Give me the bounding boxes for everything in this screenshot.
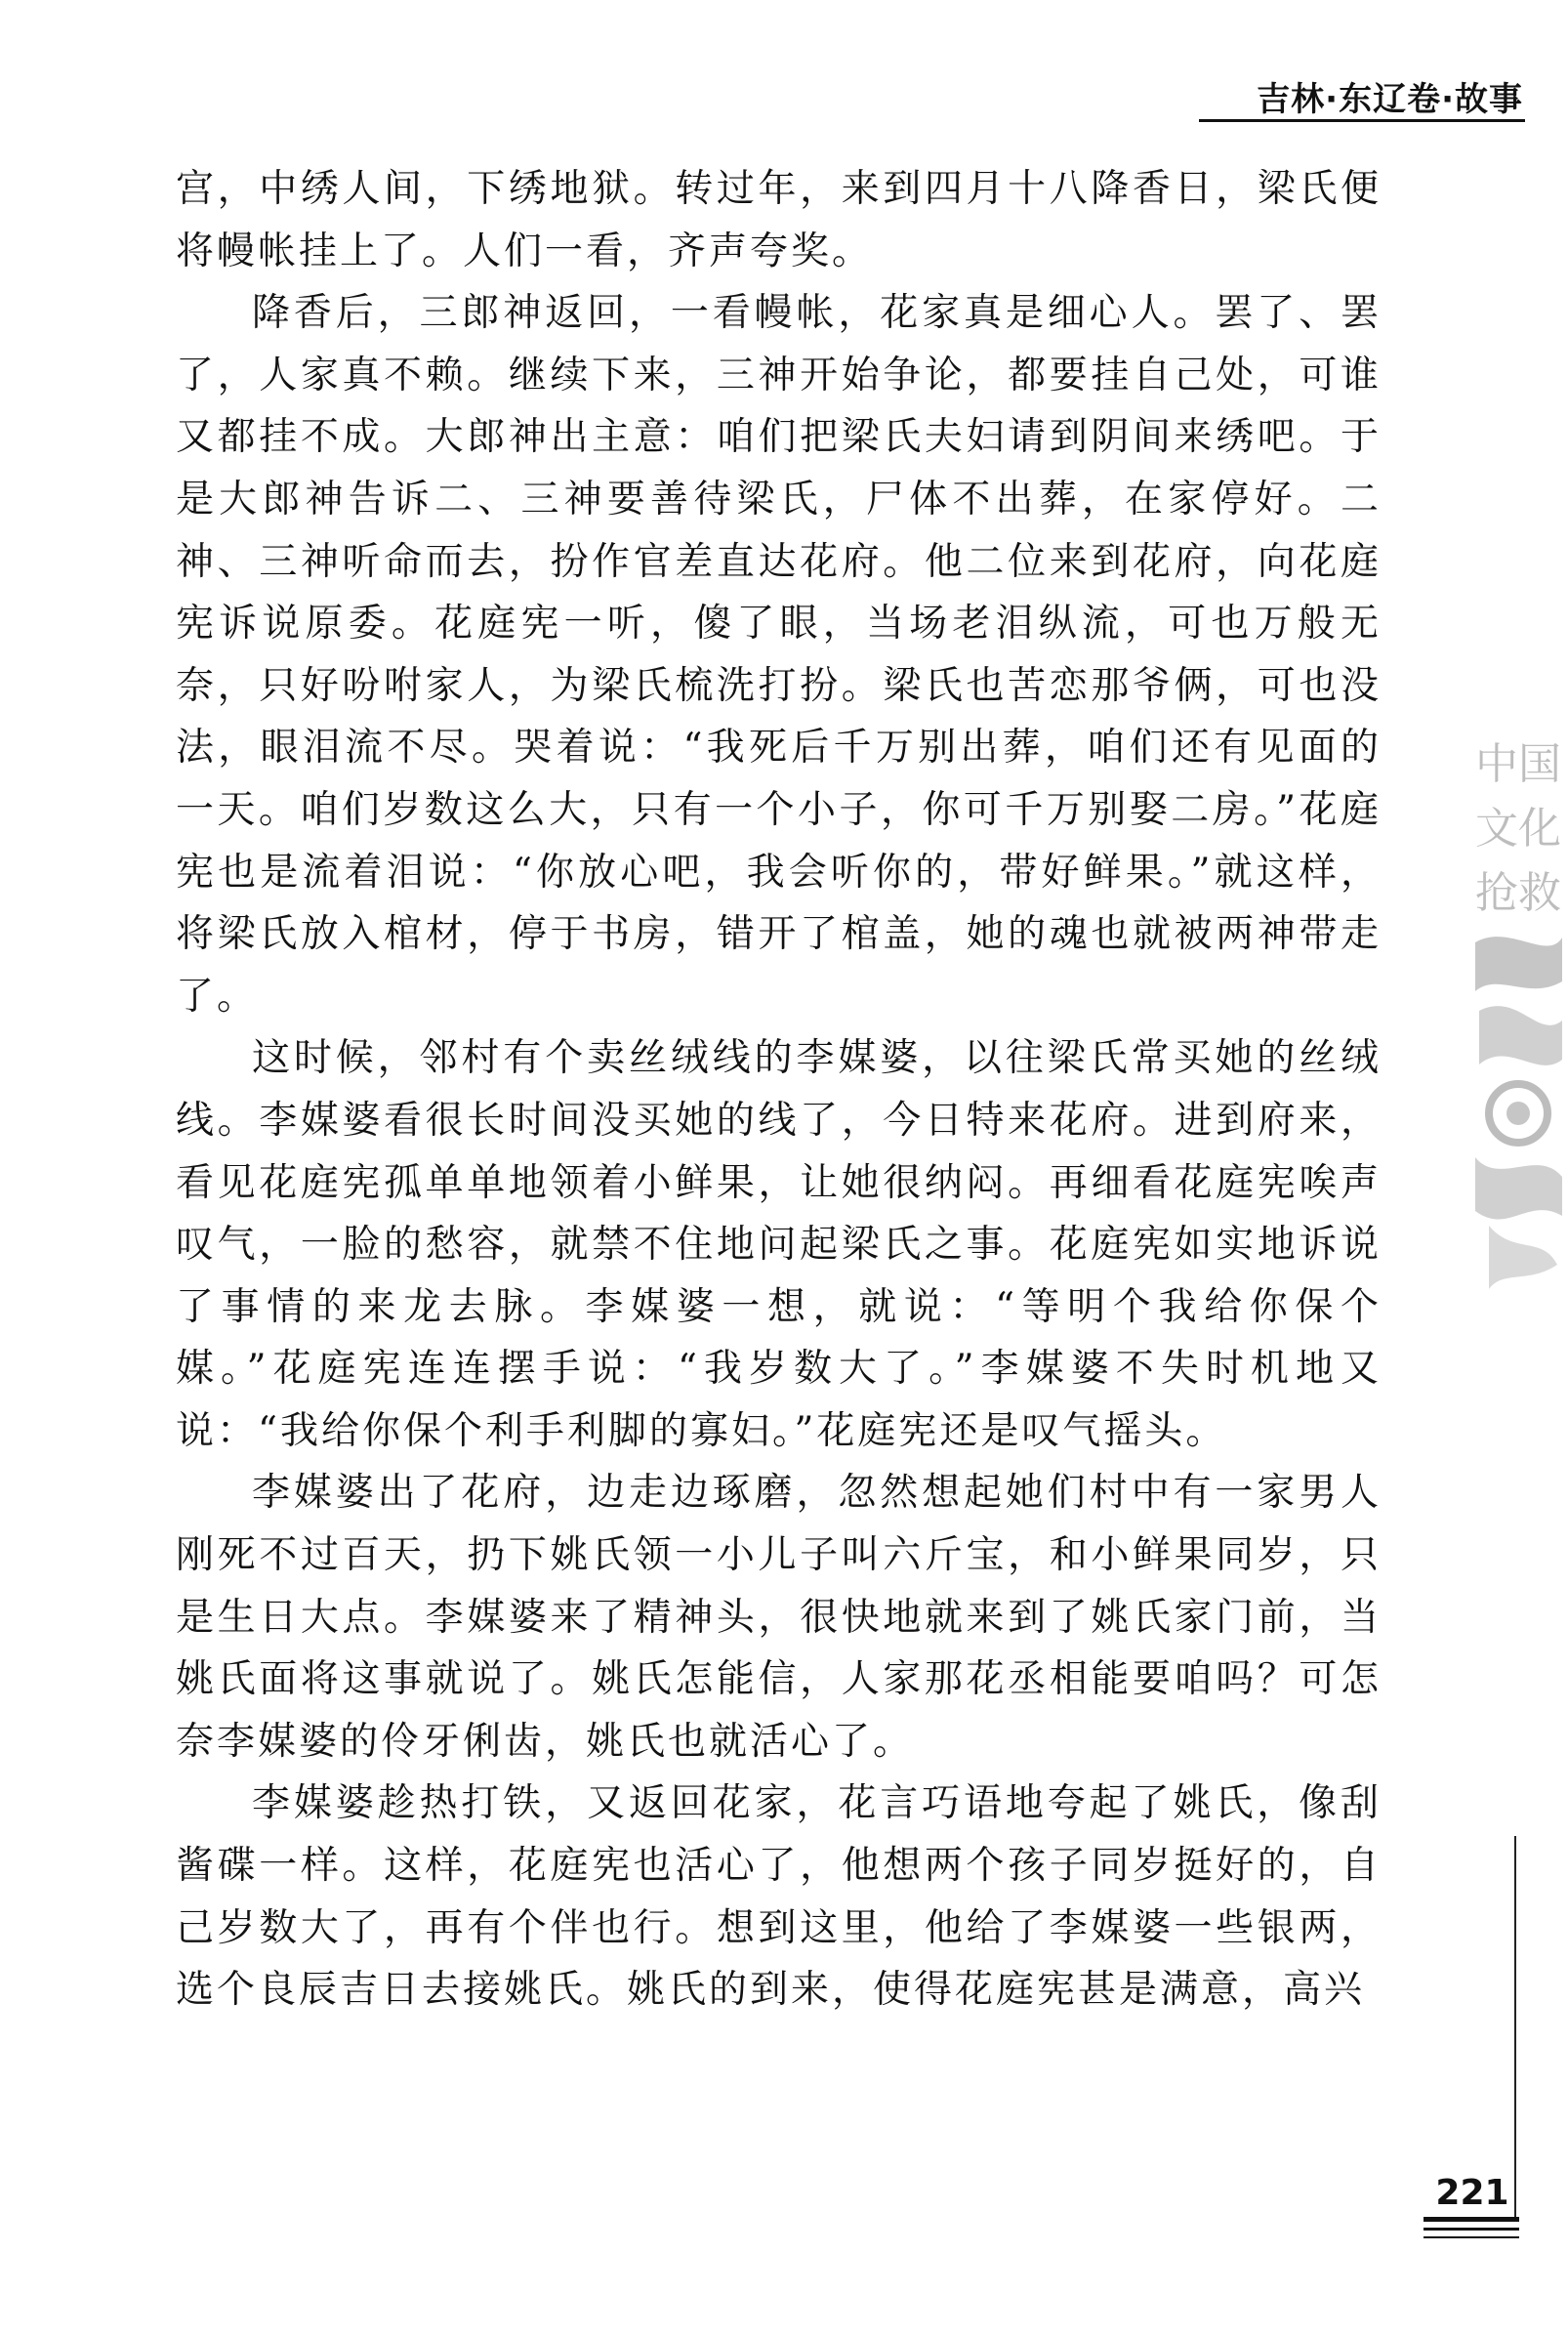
side-decoration-logo [1469,728,1568,1314]
page-number-rule-3 [1424,2236,1519,2238]
page-number-rule-1 [1424,2217,1519,2222]
page-number-rule-2 [1424,2228,1519,2231]
svg-text:文化: 文化 [1475,804,1561,854]
paragraph-4: 李媒婆出了花府，边走边琢磨，忽然想起她们村中有一家男人刚死不过百天，扔下姚氏领一小儿子叫六斤宝，和小鲜果同岁，只是生日大点。李媒婆来了精神头，很快地就来到了姚氏家门前，当姚氏面将这事就说了。姚氏怎能信，人家那花丞相能要咱吗？可怎奈李媒婆的伶牙俐齿，姚氏也就活心了。 [176,1471,1382,1764]
paragraph-5: 李媒婆趁热打铁，又返回花家，花言巧语地夸起了姚氏，像刮酱碟一样。这样，花庭宪也活心了，他想两个孩子同岁挺好的，自己岁数大了，再有个伴也行。想到这里，他给了李媒婆一些银两，选个良辰吉日去接姚氏。姚氏的到来，使得花庭宪甚是满意，高兴 [176,1781,1382,2013]
paragraph-1: 宫，中绣人间，下绣地狱。转过年，来到四月十八降香日，梁氏便将幔帐挂上了。人们一看，齐声夸奖。 [176,167,1382,273]
svg-text:中国: 中国 [1475,739,1561,789]
paragraph-3: 这时候，邻村有个卖丝绒线的李媒婆，以往梁氏常买她的丝绒线。李媒婆看很长时间没买她的线了，今日特来花府。进到府来，看见花庭宪孤单单地领着小鲜果，让她很纳闷。再细看花庭宪唉声叹气，一脸的愁容，就禁不住地问起梁氏之事。花庭宪如实地诉说了事情的来龙去脉。李媒婆一想，就说：“等明个我给你保个媒。”花庭宪连连摆手说：“我岁数大了。”李媒婆不失时机地又说：“我给你保个利手利脚的寡妇。”花庭宪还是叹气摇头。 [176,1036,1382,1453]
svg-text:抢救: 抢救 [1475,868,1561,918]
running-header: 吉林·东辽卷·故事 [1257,80,1523,119]
page-number-vertical-rule [1514,1836,1516,2217]
page-number: 221 [1435,2173,1509,2213]
body-text [176,158,1382,2022]
header-rule [1199,119,1525,122]
paragraph-2: 降香后，三郎神返回，一看幔帐，花家真是细心人。罢了、罢了，人家真不赖。继续下来，三神开始争论，都要挂自己处，可谁又都挂不成。大郎神出主意：咱们把梁氏夫妇请到阴间来绣吧。于是大郎神告诉二、三神要善待梁氏，尸体不出葬，在家停好。二神、三神听命而去，扮作官差直达花府。他二位来到花府，向花庭宪诉说原委。花庭宪一听，傻了眼，当场老泪纵流，可也万般无奈，只好吩咐家人，为梁氏梳洗打扮。梁氏也苦恋那爷俩，可也没法，眼泪流不尽。哭着说：“我死后千万别出葬，咱们还有见面的一天。咱们岁数这么大，只有一个小子，你可千万别娶二房。”花庭宪也是流着泪说：“你放心吧，我会听你的，带好鲜果。”就这样，将梁氏放入棺材，停于书房，错开了棺盖，她的魂也就被两神带走了。 [176,291,1382,1019]
